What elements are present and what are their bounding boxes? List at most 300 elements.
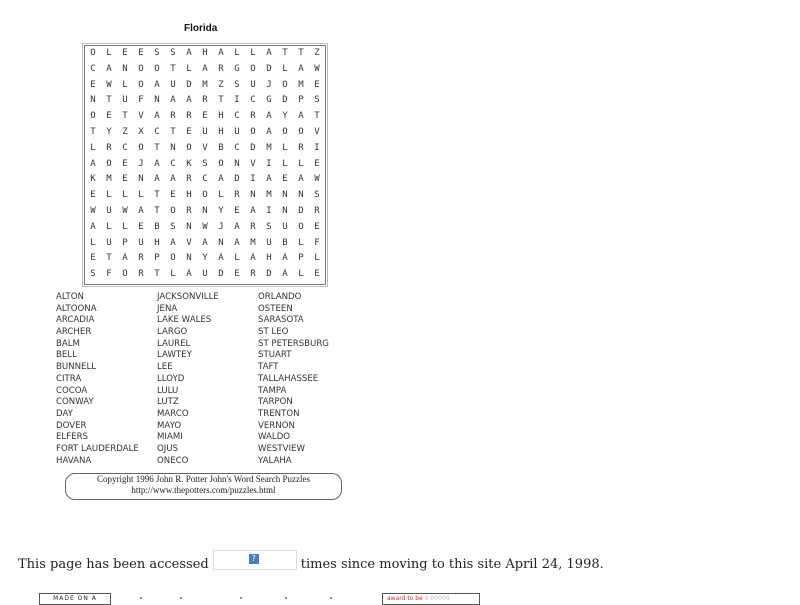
word-item: TARPON bbox=[258, 397, 293, 408]
grid-cell: A bbox=[106, 63, 112, 74]
word-item: SARASOTA bbox=[258, 315, 304, 326]
grid-cell: N bbox=[186, 221, 192, 232]
grid-cell: C bbox=[250, 95, 256, 106]
grid-cell: T bbox=[106, 253, 112, 264]
grid-cell: U bbox=[106, 205, 112, 216]
grid-cell: N bbox=[202, 205, 208, 216]
grid-cell: E bbox=[90, 79, 96, 90]
word-item: JENA bbox=[157, 303, 178, 314]
grid-cell: A bbox=[154, 158, 160, 169]
grid-row bbox=[85, 188, 325, 204]
grid-cell: R bbox=[186, 205, 192, 216]
broken-image-icon: ? bbox=[249, 554, 259, 564]
grid-cell: L bbox=[234, 48, 240, 58]
word-search-grid bbox=[84, 45, 326, 285]
award-faded-text: 0 00000 bbox=[424, 595, 450, 602]
grid-cell: E bbox=[170, 190, 176, 201]
grid-cell: A bbox=[250, 205, 256, 216]
grid-cell: G bbox=[234, 63, 240, 74]
grid-cell: O bbox=[282, 79, 288, 90]
access-suffix: times since moving to this site April 24, 1998. bbox=[300, 556, 604, 572]
grid-cell: U bbox=[106, 237, 112, 248]
award-badge[interactable] bbox=[382, 593, 480, 605]
grid-cell: F bbox=[314, 237, 320, 248]
word-item: HAVANA bbox=[56, 455, 92, 466]
word-item: ST PETERSBURG bbox=[258, 338, 329, 349]
grid-row bbox=[85, 141, 325, 157]
word-item: OSTEEN bbox=[258, 303, 293, 314]
grid-cell: R bbox=[250, 111, 256, 122]
grid-cell: R bbox=[314, 205, 320, 216]
grid-cell: T bbox=[218, 95, 224, 106]
grid-cell: O bbox=[218, 158, 224, 169]
grid-cell: G bbox=[266, 95, 272, 106]
grid-row bbox=[85, 204, 325, 220]
grid-cell: S bbox=[314, 95, 320, 106]
grid-cell: R bbox=[250, 221, 256, 232]
grid-cell: T bbox=[298, 48, 304, 58]
grid-cell: C bbox=[90, 63, 96, 74]
grid-cell: C bbox=[234, 142, 240, 153]
grid-cell: E bbox=[106, 111, 112, 122]
grid-cell: A bbox=[266, 111, 272, 122]
grid-cell: O bbox=[90, 111, 96, 122]
word-item: BELL bbox=[56, 350, 77, 361]
grid-cell: O bbox=[90, 48, 96, 58]
grid-cell: A bbox=[154, 79, 160, 90]
grid-cell: P bbox=[122, 237, 128, 248]
grid-cell: A bbox=[170, 95, 176, 106]
grid-cell: I bbox=[314, 142, 320, 153]
word-item: LAWTEY bbox=[157, 350, 192, 361]
grid-cell: A bbox=[250, 253, 256, 264]
word-item: OJUS bbox=[157, 443, 179, 454]
grid-cell: N bbox=[282, 190, 288, 201]
word-item: LAUREL bbox=[157, 338, 191, 349]
word-item: ARCHER bbox=[56, 327, 92, 338]
word-item: FORT LAUDERDALE bbox=[56, 443, 139, 454]
grid-row bbox=[85, 46, 325, 62]
grid-cell: O bbox=[170, 253, 176, 264]
word-item: ST LEO bbox=[258, 327, 289, 338]
grid-row bbox=[85, 157, 325, 173]
grid-cell: T bbox=[122, 111, 128, 122]
word-item: TALLAHASSEE bbox=[258, 373, 319, 384]
grid-cell: E bbox=[122, 158, 128, 169]
grid-cell: U bbox=[282, 221, 288, 232]
grid-cell: D bbox=[282, 95, 288, 106]
grid-cell: X bbox=[138, 126, 144, 137]
grid-cell: O bbox=[250, 126, 256, 137]
grid-cell: S bbox=[170, 48, 176, 58]
grid-cell: H bbox=[186, 190, 192, 201]
grid-cell: D bbox=[266, 63, 272, 74]
grid-cell: C bbox=[122, 142, 128, 153]
grid-cell: J bbox=[138, 158, 144, 169]
word-column-2 bbox=[157, 292, 258, 467]
grid-cell: U bbox=[202, 269, 208, 280]
grid-cell: N bbox=[154, 95, 160, 106]
grid-cell: L bbox=[90, 237, 96, 248]
word-item: MAYO bbox=[157, 420, 182, 431]
grid-cell: A bbox=[202, 237, 208, 248]
grid-cell: B bbox=[282, 237, 288, 248]
grid-cell: H bbox=[154, 237, 160, 248]
grid-cell: O bbox=[298, 126, 304, 137]
grid-cell: W bbox=[90, 205, 96, 216]
copyright-box bbox=[65, 473, 342, 500]
grid-cell: A bbox=[298, 63, 304, 74]
grid-cell: R bbox=[234, 190, 240, 201]
grid-cell: Z bbox=[218, 79, 224, 90]
grid-cell: U bbox=[122, 95, 128, 106]
grid-cell: W bbox=[314, 174, 320, 185]
grid-cell: L bbox=[106, 221, 112, 232]
grid-cell: R bbox=[250, 269, 256, 280]
grid-cell: D bbox=[250, 142, 256, 153]
grid-cell: O bbox=[138, 142, 144, 153]
grid-cell: E bbox=[138, 221, 144, 232]
grid-cell: F bbox=[138, 95, 144, 106]
grid-cell: Z bbox=[314, 48, 320, 58]
grid-cell: A bbox=[234, 221, 240, 232]
grid-cell: F bbox=[106, 269, 112, 280]
grid-cell: A bbox=[298, 174, 304, 185]
grid-row bbox=[85, 251, 325, 267]
grid-cell: S bbox=[202, 158, 208, 169]
grid-cell: S bbox=[90, 269, 96, 280]
word-item: LUTZ bbox=[157, 397, 179, 408]
grid-cell: A bbox=[282, 269, 288, 280]
grid-cell: V bbox=[186, 237, 192, 248]
word-item: LULU bbox=[157, 385, 179, 396]
grid-cell: E bbox=[122, 48, 128, 58]
word-item: TAFT bbox=[258, 362, 279, 373]
grid-cell: O bbox=[186, 142, 192, 153]
grid-cell: A bbox=[218, 48, 224, 58]
grid-cell: S bbox=[154, 48, 160, 58]
grid-cell: K bbox=[186, 158, 192, 169]
word-item: WESTVIEW bbox=[258, 443, 305, 454]
grid-cell: A bbox=[298, 111, 304, 122]
grid-cell: M bbox=[202, 79, 208, 90]
grid-cell: L bbox=[122, 79, 128, 90]
grid-cell: L bbox=[138, 190, 144, 201]
grid-cell: A bbox=[202, 63, 208, 74]
grid-cell: R bbox=[218, 63, 224, 74]
puzzle-title: Florida bbox=[184, 23, 218, 34]
grid-cell: A bbox=[138, 205, 144, 216]
word-item: ARCADIA bbox=[56, 315, 95, 326]
grid-cell: E bbox=[234, 269, 240, 280]
grid-cell: W bbox=[314, 63, 320, 74]
grid-cell: E bbox=[202, 111, 208, 122]
word-column-1 bbox=[56, 292, 157, 467]
grid-cell: M bbox=[266, 190, 272, 201]
word-column-3 bbox=[258, 292, 358, 467]
grid-cell: L bbox=[298, 269, 304, 280]
grid-cell: P bbox=[298, 95, 304, 106]
grid-cell: N bbox=[122, 63, 128, 74]
grid-cell: R bbox=[298, 142, 304, 153]
grid-cell: D bbox=[186, 79, 192, 90]
grid-cell: N bbox=[218, 237, 224, 248]
grid-cell: N bbox=[234, 158, 240, 169]
grid-cell: L bbox=[106, 190, 112, 201]
grid-cell: L bbox=[90, 142, 96, 153]
grid-cell: T bbox=[314, 111, 320, 122]
grid-cell: E bbox=[282, 174, 288, 185]
grid-cell: L bbox=[218, 190, 224, 201]
grid-cell: C bbox=[234, 111, 240, 122]
separator-dot bbox=[330, 597, 332, 599]
grid-cell: D bbox=[266, 269, 272, 280]
word-item: CONWAY bbox=[56, 397, 94, 408]
grid-cell: L bbox=[282, 142, 288, 153]
grid-cell: O bbox=[282, 126, 288, 137]
grid-cell: T bbox=[90, 126, 96, 137]
grid-cell: N bbox=[298, 190, 304, 201]
grid-cell: L bbox=[298, 237, 304, 248]
grid-cell: L bbox=[250, 48, 256, 58]
word-item: TRENTON bbox=[258, 408, 300, 419]
grid-row bbox=[85, 125, 325, 141]
grid-cell: L bbox=[234, 253, 240, 264]
word-item: ONECO bbox=[157, 455, 189, 466]
grid-cell: A bbox=[90, 221, 96, 232]
copyright-text: Copyright 1996 John R. Potter John's Word Search Puzzles bbox=[97, 474, 310, 484]
grid-cell: O bbox=[106, 158, 112, 169]
grid-cell: O bbox=[154, 63, 160, 74]
grid-cell: B bbox=[218, 142, 224, 153]
word-item: MIAMI bbox=[157, 432, 183, 443]
grid-cell: K bbox=[90, 174, 96, 185]
grid-cell: N bbox=[170, 142, 176, 153]
grid-cell: L bbox=[298, 158, 304, 169]
grid-cell: W bbox=[122, 205, 128, 216]
grid-cell: A bbox=[266, 126, 272, 137]
word-item: STUART bbox=[258, 350, 292, 361]
grid-cell: J bbox=[266, 79, 272, 90]
word-item: DOVER bbox=[56, 420, 87, 431]
grid-cell: T bbox=[154, 269, 160, 280]
grid-cell: A bbox=[234, 237, 240, 248]
grid-cell: T bbox=[170, 63, 176, 74]
word-item: JACKSONVILLE bbox=[157, 292, 219, 302]
grid-cell: A bbox=[170, 174, 176, 185]
grid-cell: L bbox=[170, 269, 176, 280]
grid-cell: U bbox=[170, 79, 176, 90]
word-item: MARCO bbox=[157, 408, 189, 419]
word-item: ELFERS bbox=[56, 432, 89, 443]
word-item: LARGO bbox=[157, 327, 188, 338]
word-item: ORLANDO bbox=[258, 292, 302, 302]
grid-row bbox=[85, 78, 325, 94]
grid-cell: H bbox=[266, 253, 272, 264]
grid-cell: C bbox=[170, 158, 176, 169]
grid-cell: L bbox=[122, 221, 128, 232]
grid-cell: E bbox=[314, 269, 320, 280]
grid-cell: B bbox=[154, 221, 160, 232]
grid-cell: O bbox=[138, 63, 144, 74]
grid-cell: A bbox=[266, 174, 272, 185]
grid-cell: W bbox=[106, 79, 112, 90]
grid-cell: R bbox=[186, 174, 192, 185]
word-item: BALM bbox=[56, 338, 80, 349]
hit-counter-image bbox=[213, 550, 297, 570]
grid-cell: N bbox=[250, 190, 256, 201]
grid-cell: Y bbox=[202, 253, 208, 264]
grid-row bbox=[85, 172, 325, 188]
grid-cell: V bbox=[138, 111, 144, 122]
grid-cell: S bbox=[314, 190, 320, 201]
grid-cell: J bbox=[218, 221, 224, 232]
grid-cell: O bbox=[122, 269, 128, 280]
grid-cell: R bbox=[186, 111, 192, 122]
grid-cell: V bbox=[314, 126, 320, 137]
word-item: CITRA bbox=[56, 373, 82, 384]
access-counter-line bbox=[18, 554, 604, 574]
grid-cell: E bbox=[186, 126, 192, 137]
grid-cell: L bbox=[282, 158, 288, 169]
grid-cell: U bbox=[266, 237, 272, 248]
grid-cell: Y bbox=[282, 111, 288, 122]
grid-cell: H bbox=[218, 111, 224, 122]
grid-cell: T bbox=[154, 190, 160, 201]
grid-cell: Y bbox=[106, 126, 112, 137]
word-item: BUNNELL bbox=[56, 362, 97, 373]
word-item: DAY bbox=[56, 408, 73, 419]
grid-cell: H bbox=[218, 126, 224, 137]
copyright-url-link[interactable]: http://www.thepotters.com/puzzles.html bbox=[131, 485, 276, 495]
access-prefix: This page has been accessed bbox=[18, 556, 209, 572]
grid-cell: L bbox=[282, 63, 288, 74]
word-item: LLOYD bbox=[157, 373, 185, 384]
word-item: ALTOONA bbox=[56, 303, 97, 314]
grid-cell: P bbox=[298, 253, 304, 264]
grid-cell: N bbox=[186, 253, 192, 264]
grid-cell: L bbox=[122, 190, 128, 201]
grid-cell: D bbox=[218, 269, 224, 280]
grid-cell: T bbox=[154, 142, 160, 153]
grid-cell: L bbox=[314, 253, 320, 264]
grid-cell: A bbox=[122, 253, 128, 264]
grid-cell: R bbox=[202, 95, 208, 106]
grid-cell: T bbox=[154, 205, 160, 216]
grid-cell: S bbox=[234, 79, 240, 90]
word-list bbox=[56, 292, 358, 467]
grid-cell: O bbox=[170, 205, 176, 216]
made-on-a-badge[interactable]: MADE ON A bbox=[39, 593, 111, 605]
grid-cell: D bbox=[298, 205, 304, 216]
grid-cell: T bbox=[282, 48, 288, 58]
grid-cell: I bbox=[266, 205, 272, 216]
grid-cell: M bbox=[250, 237, 256, 248]
separator-dot bbox=[180, 597, 182, 599]
word-item: LAKE WALES bbox=[157, 315, 212, 326]
grid-cell: E bbox=[138, 48, 144, 58]
word-item: COCOA bbox=[56, 385, 88, 396]
separator-dot bbox=[240, 597, 242, 599]
grid-cell: A bbox=[186, 269, 192, 280]
grid-cell: A bbox=[282, 253, 288, 264]
grid-cell: P bbox=[154, 253, 160, 264]
grid-cell: A bbox=[90, 158, 96, 169]
grid-cell: A bbox=[186, 48, 192, 58]
grid-cell: E bbox=[314, 79, 320, 90]
grid-row bbox=[85, 267, 325, 283]
grid-cell: S bbox=[170, 221, 176, 232]
word-item: ALTON bbox=[56, 292, 84, 302]
grid-cell: R bbox=[170, 111, 176, 122]
grid-cell: C bbox=[154, 126, 160, 137]
grid-cell: I bbox=[234, 95, 240, 106]
grid-cell: A bbox=[154, 111, 160, 122]
grid-cell: R bbox=[106, 142, 112, 153]
grid-cell: A bbox=[218, 174, 224, 185]
grid-cell: S bbox=[266, 221, 272, 232]
grid-cell: A bbox=[186, 95, 192, 106]
grid-cell: I bbox=[250, 174, 256, 185]
grid-cell: N bbox=[90, 95, 96, 106]
grid-cell: R bbox=[138, 253, 144, 264]
grid-row bbox=[85, 62, 325, 78]
grid-cell: A bbox=[218, 253, 224, 264]
grid-cell: E bbox=[314, 158, 320, 169]
grid-cell: Y bbox=[218, 205, 224, 216]
grid-row bbox=[85, 236, 325, 252]
grid-row bbox=[85, 109, 325, 125]
grid-cell: T bbox=[170, 126, 176, 137]
grid-cell: U bbox=[250, 79, 256, 90]
grid-cell: E bbox=[90, 253, 96, 264]
grid-cell: O bbox=[202, 190, 208, 201]
separator-dot bbox=[140, 597, 142, 599]
grid-cell: O bbox=[250, 63, 256, 74]
grid-cell: D bbox=[234, 174, 240, 185]
grid-cell: N bbox=[138, 174, 144, 185]
grid-cell: E bbox=[122, 174, 128, 185]
grid-cell: M bbox=[106, 174, 112, 185]
grid-cell: A bbox=[266, 48, 272, 58]
grid-cell: M bbox=[298, 79, 304, 90]
grid-cell: N bbox=[282, 205, 288, 216]
grid-cell: H bbox=[202, 48, 208, 58]
grid-cell: O bbox=[298, 221, 304, 232]
grid-cell: V bbox=[250, 158, 256, 169]
word-item: LEE bbox=[157, 362, 173, 373]
grid-row bbox=[85, 93, 325, 109]
grid-row bbox=[85, 220, 325, 236]
grid-cell: A bbox=[154, 174, 160, 185]
grid-cell: U bbox=[202, 126, 208, 137]
grid-cell: E bbox=[90, 190, 96, 201]
grid-cell: L bbox=[186, 63, 192, 74]
grid-cell: Z bbox=[122, 126, 128, 137]
word-item: WALDO bbox=[258, 432, 291, 443]
grid-cell: A bbox=[170, 237, 176, 248]
grid-cell: C bbox=[202, 174, 208, 185]
grid-cell: V bbox=[202, 142, 208, 153]
word-item: VERNON bbox=[258, 420, 295, 431]
award-text: award to be bbox=[387, 595, 423, 602]
grid-cell: T bbox=[106, 95, 112, 106]
word-item: TAMPA bbox=[258, 385, 287, 396]
word-item: YALAHA bbox=[258, 455, 292, 466]
separator-dot bbox=[285, 597, 287, 599]
grid-cell: L bbox=[106, 48, 112, 58]
grid-cell: E bbox=[314, 221, 320, 232]
